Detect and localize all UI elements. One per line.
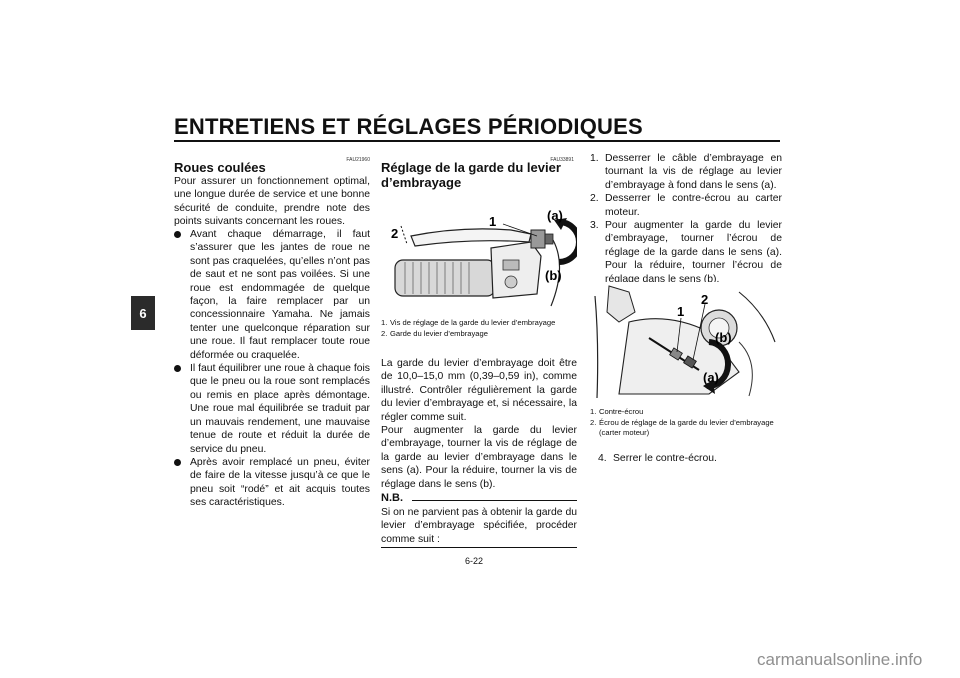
caption-item: 2. Écrou de réglage de la garde du levier d’embrayage (carter moteur) xyxy=(590,417,774,437)
nb-text: Si on ne parvient pas à obtenir la garde du levier d’embrayage spécifiée, procéder comme suit : xyxy=(381,507,577,545)
figure-caption xyxy=(590,407,782,437)
list-item: 1. Desserrer le câble d’embrayage en tournant la vis de réglage au levier d’embrayage à fond dans le sens (a). xyxy=(590,153,782,191)
figure-label-1: 1 xyxy=(677,304,685,319)
intro-paragraph: Pour assurer un fonctionnement optimal, une longue durée de service et une bonne sécurité de conduite, prendre note des points suivants concernant les roues. xyxy=(174,176,370,228)
list-item: Il faut équilibrer une roue à chaque fois que le pneu ou la roue sont remplacés ou remis en place après démontage. Une roue mal équilibrée se traduit par un mauvais rendement, une mauvaise tenue de route et réduit la durée de service du pneu. xyxy=(174,362,370,456)
list-item: Avant chaque démarrage, il faut s’assurer que les jantes de roue ne sont pas craquelées, qu’elles n’ont pas de saut et ne sont pas voilées. Si une roue est endommagée de quelque façon, la faire remplacer par un concessionnaire Yamaha. Ne jamais tenter une quelconque réparation sur une roue. Il faut remplacer toute roue déformée ou craquelée. xyxy=(174,228,370,362)
bullet-icon xyxy=(174,231,181,238)
body-paragraph: Pour augmenter la garde du levier d’embrayage, tourner la vis de réglage de la garde au levier d’embrayage dans le sens (a). Pour la réduire, tourner la vis de réglage dans le sens (b). xyxy=(381,425,577,490)
list-item: 4. Serrer le contre-écrou. xyxy=(598,453,717,464)
page-title: ENTRETIENS ET RÉGLAGES PÉRIODIQUES xyxy=(174,114,643,139)
figure-label-b: (b) xyxy=(545,268,562,283)
section-heading: Roues coulées xyxy=(174,160,266,175)
bullet-icon xyxy=(174,365,181,372)
bullet-list xyxy=(174,228,370,510)
section-code: FAU33891 xyxy=(550,157,574,163)
steps-list xyxy=(590,152,782,286)
bullet-icon xyxy=(174,459,181,466)
figure-caption xyxy=(381,318,577,339)
caption-item: 1. Vis de réglage de la garde du levier d’embrayage xyxy=(381,318,556,327)
clutch-lever-figure xyxy=(381,196,577,314)
header-rule xyxy=(174,140,780,142)
section-code: FAU21960 xyxy=(346,157,370,163)
list-item: 3. Pour augmenter la garde du levier d’embrayage, tourner l’écrou de réglage de la garde dans le sens (a). Pour la réduire, tourner l’écrou de réglage dans le sens (b). xyxy=(590,220,782,285)
body-paragraph: La garde du levier d’embrayage doit être de 10,0–15,0 mm (0,39–0,59 in), comme illustré. Contrôler régulièrement la garde du levier d’embrayage et, si nécessaire, la régler comme suit. xyxy=(381,358,577,423)
section-heading: Réglage de la garde du levier d’embrayage xyxy=(381,160,561,190)
figure-label-a: (a) xyxy=(703,370,719,385)
list-item: Après avoir remplacé un pneu, éviter de faire de la vitesse jusqu’à ce que le pneu soit “rodé” et ait acquis toutes ses caractéristiques. xyxy=(174,456,370,510)
page-number: 6-22 xyxy=(465,556,484,566)
nb-rule-bottom xyxy=(381,547,577,548)
figure-label-a: (a) xyxy=(547,208,563,223)
crankcase-adjuster-figure xyxy=(589,282,779,400)
chapter-tab: 6 xyxy=(131,296,155,330)
figure-label-1: 1 xyxy=(489,214,497,229)
watermark-text: carmanualsonline.info xyxy=(757,650,923,669)
list-item: 2. Desserrer le contre-écrou au carter moteur. xyxy=(590,193,782,218)
steps-list xyxy=(598,452,782,465)
figure-label-b: (b) xyxy=(715,330,732,345)
nb-label: N.B. xyxy=(381,492,403,504)
figure-label-2: 2 xyxy=(701,292,709,307)
figure-label-2: 2 xyxy=(391,226,399,241)
caption-item: 1. Contre-écrou xyxy=(590,407,644,416)
caption-item: 2. Garde du levier d’embrayage xyxy=(381,328,488,338)
nb-rule-top xyxy=(412,500,577,501)
